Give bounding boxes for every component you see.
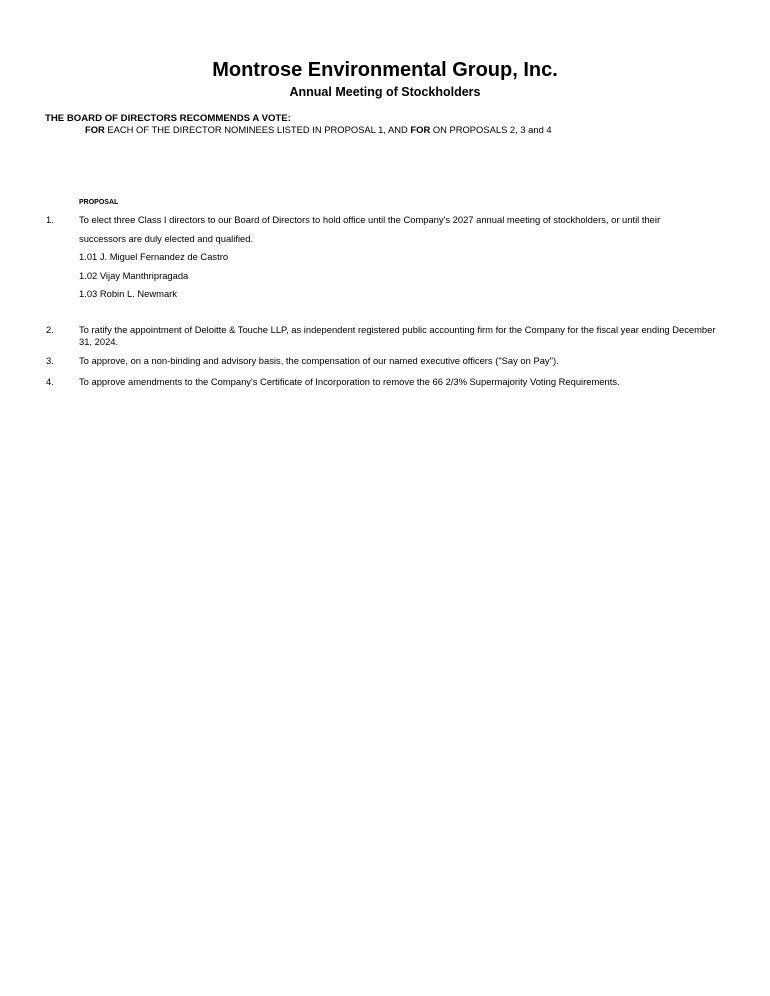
recommendation-text-part: ON PROPOSALS 2, 3 and 4	[430, 124, 552, 135]
proposal-number: 1.	[46, 214, 54, 225]
proposal-text: To elect three Class I directors to our Board of Directors to hold office until the Company's 2027 annual meeting of stockholders, or until their	[79, 214, 661, 225]
for-keyword: FOR	[85, 124, 105, 135]
proposal-text: To approve, on a non-binding and advisory basis, the compensation of our named executive officers ("Say on Pay").	[79, 355, 559, 366]
proposal-number: 4.	[46, 376, 54, 387]
director-nominee: 1.01 J. Miguel Fernandez de Castro	[79, 251, 229, 262]
proposal-number: 3.	[46, 355, 54, 366]
recommendation-text-part: EACH OF THE DIRECTOR NOMINEES LISTED IN PROPOSAL 1, AND	[104, 124, 411, 135]
proposal-text-continued: successors are duly elected and qualified.	[79, 233, 254, 244]
board-recommendation-heading: THE BOARD OF DIRECTORS RECOMMENDS A VOTE:	[45, 113, 291, 124]
proposal-text: To approve amendments to the Company's Certificate of Incorporation to remove the 66 2/3% Supermajority Voting Requirements.	[79, 376, 620, 387]
company-title: Montrose Environmental Group, Inc.	[212, 59, 558, 81]
director-nominee: 1.03 Robin L. Newmark	[79, 288, 177, 299]
board-recommendation-text	[85, 124, 552, 136]
director-nominee: 1.02 Vijay Manthripragada	[79, 270, 189, 281]
meeting-subtitle: Annual Meeting of Stockholders	[289, 85, 481, 99]
proposal-column-header: PROPOSAL	[79, 199, 119, 206]
proposal-number: 2.	[46, 324, 54, 335]
for-keyword: FOR	[410, 124, 431, 135]
proposal-text: To ratify the appointment of Deloitte & Touche LLP, as independent registered public accounting firm for the Company for the fiscal year ending December 31, 2024.	[79, 324, 716, 347]
